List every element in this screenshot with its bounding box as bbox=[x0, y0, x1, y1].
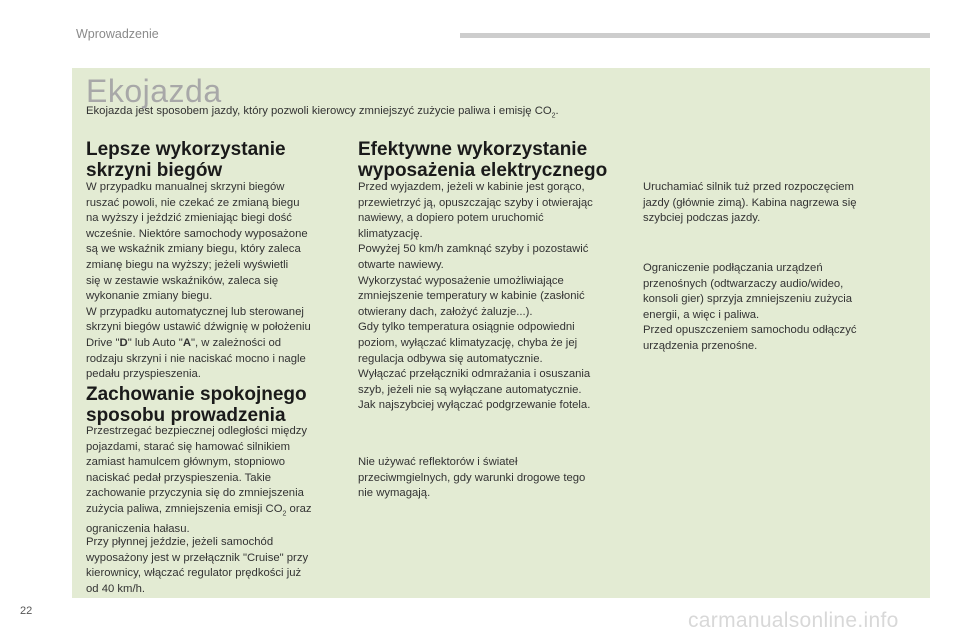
heading-calm-driving: Zachowanie spokojnego sposobu prowadzenia bbox=[86, 384, 307, 426]
header-divider bbox=[460, 33, 930, 38]
heading-gearbox: Lepsze wykorzystanie skrzyni biegów bbox=[86, 139, 286, 181]
page-number: 22 bbox=[20, 605, 33, 617]
heading-electrical: Efektywne wykorzystanie wyposażenia elektrycznego bbox=[358, 139, 608, 181]
devices-text: Ograniczenie podłączania urządzeń przenośnych (odtwarzaczy audio/wideo, konsoli gier) sprzyja zmniejszeniu zużycia energii, a więc i paliwa. Przed opuszczeniem samochodu odłączyć urządzenia przenośne. bbox=[643, 262, 857, 352]
electrical-text: Przed wyjazdem, jeżeli w kabinie jest gorąco, przewietrzyć ją, opuszczając szyby i otwierając nawiewy, a dopiero potem uruchomić klimatyzację. Powyżej 50 km/h zamknąć szyby i pozostawić otwarte nawiewy. Wykorzystać wyposażenie umożliwiające zmniejszenie temperatury w kabinie (zasłonić otwierany dach, założyć żaluzje...). Gdy tylko temperatura osiągnie odpowiedni poziom, wyłączać klimatyzację, chyba że jej regulacja odbywa się automatycznie. Wyłączać przełączniki odmrażania i osuszania szyb, jeżeli nie są wyłączane automatycznie. Jak najszybciej wyłączać podgrzewanie fotela. bbox=[358, 181, 593, 412]
section-label: Wprowadzenie bbox=[76, 27, 159, 41]
gearbox-text: W przypadku manualnej skrzyni biegów ruszać powoli, nie czekać ze zmianą biegu na wyższy i jeździć zmieniając biegi dość wcześnie. Niektóre samochody wyposażone są we wskaźnik zmiany biegu, który zaleca zmianę biegu na wyższy; jeżeli wyświetli się w zestawie wskaźników, zaleca się wykonanie zmiany biegu. W przypadku automatycznej lub sterowanej skrzyni biegów ustawić dźwignię w położeniu Drive "D" lub Auto "A", w zależności od rodzaju skrzyni i nie naciskać mocno i nagle pedału przyspieszenia. bbox=[86, 181, 311, 381]
intro-text: Ekojazda jest sposobem jazdy, który pozwoli kierowcy zmniejszyć zużycie paliwa i emisję $CO_2$. bbox=[86, 105, 559, 120]
lights-text: Nie używać reflektorów i świateł przeciwmgielnych, gdy warunki drogowe tego nie wymagają. bbox=[358, 456, 586, 500]
page-title: Ekojazda bbox=[86, 73, 222, 109]
engine-start-text: Uruchamiać silnik tuż przed rozpoczęciem jazdy (głównie zimą). Kabina nagrzewa się szybciej podczas jazdy. bbox=[643, 181, 857, 225]
cruise-text: Przy płynnej jeździe, jeżeli samochód wyposażony jest w przełącznik "Cruise" przy kierownicy, włączać regulator prędkości już od 40 km/h. bbox=[86, 536, 309, 595]
calm-driving-text: Przestrzegać bezpiecznej odległości między pojazdami, starać się hamować silnikiem zamiast hamulcem głównym, stopniowo naciskać pedał przyspieszenia. Takie zachowanie przyczynia się do zmniejszenia zużycia paliwa, zmniejszenia emisji $CO_2$ oraz ograniczenia hałasu. bbox=[86, 425, 312, 535]
watermark: carmanualsonline.info bbox=[688, 609, 899, 632]
